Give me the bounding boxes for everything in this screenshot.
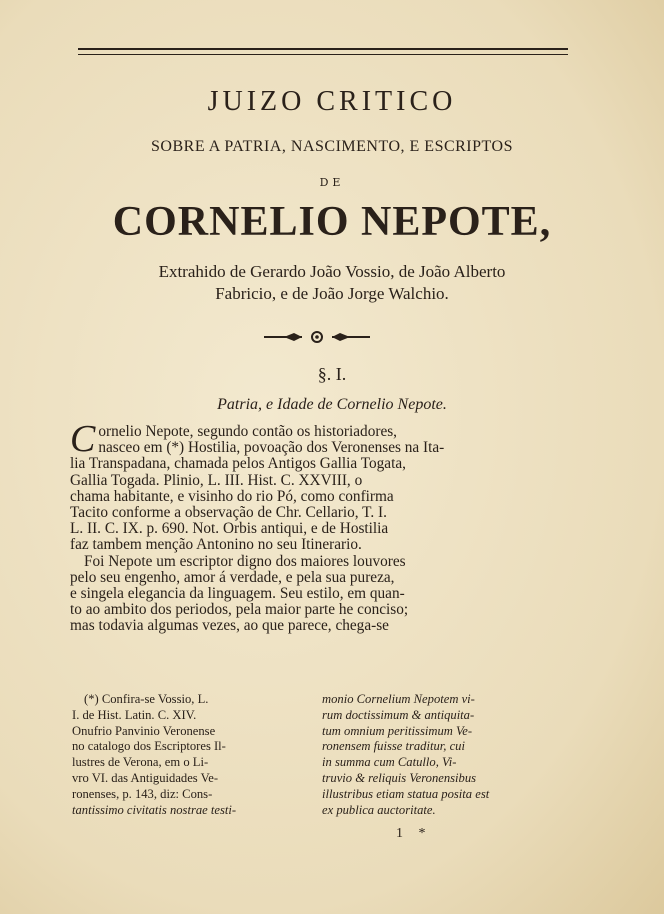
signature-mark: 1 * — [396, 826, 432, 841]
footnote-right-column — [322, 692, 572, 818]
source-line-1: Extrahido de Gerardo João Vossio, de João Alberto — [158, 262, 506, 281]
body-line: Tacito conforme a observação de Chr. Cellario, T. I. — [70, 503, 387, 521]
drop-cap: C — [70, 418, 96, 460]
body-line: ornelio Nepote, segundo contão os historiadores, — [98, 423, 398, 440]
footnote-line: tantissimo civitatis nostrae testi- — [72, 802, 237, 817]
footnote-line: monio Cornelium Nepotem vi- — [322, 692, 475, 706]
footnote-line: vro VI. das Antiguidades Ve- — [72, 770, 219, 785]
footnote-line: lustres de Verona, em o Li- — [72, 755, 209, 770]
body-line: pelo seu engenho, amor á verdade, e pela sua pureza, — [70, 568, 395, 586]
author-name: CORNELIO NEPOTE, — [112, 199, 552, 245]
body-line: chama habitante, e visinho do rio Pó, como confirma — [70, 487, 394, 505]
body-line: lia Transpadana, chamada pelos Antigos Gallia Togata, — [70, 455, 406, 473]
body-line: Gallia Togada. Plinio, L. III. Hist. C. XXVIII, o — [70, 471, 363, 489]
footnote-line: illustribus etiam statua posita est — [322, 786, 490, 801]
body-line: Foi Nepote um escriptor digno dos maiores louvores — [84, 552, 406, 570]
footnote-line: tum omnium peritissimum Ve- — [322, 723, 473, 738]
body-text — [70, 418, 570, 635]
title-connector: DE — [319, 176, 345, 189]
footnote-line: rum doctissimum & antiquita- — [322, 707, 475, 722]
top-double-rule — [78, 48, 568, 55]
footnote-line: Onufrio Panvinio Veronense — [72, 723, 216, 738]
body-line: faz tambem menção Antonino no seu Itinerario. — [70, 536, 362, 554]
footnote-line: (*) Confira-se Vossio, L. — [84, 692, 209, 706]
ornament-divider-icon — [262, 330, 372, 344]
body-line: to ao ambito dos periodos, pela maior parte he conciso; — [70, 601, 409, 619]
footnote-line: truvio & reliquis Veronensibus — [322, 770, 477, 785]
body-line: mas todavia algumas vezes, ao que parece, chega-se — [70, 617, 389, 635]
footnote-line: in summa cum Catullo, Vi- — [322, 755, 457, 770]
body-line: nasceo em (*) Hostilia, povoação dos Veronenses na Ita- — [98, 439, 445, 457]
footnote-line: ex publica auctoritate. — [322, 802, 436, 817]
body-line: L. II. C. IX. p. 690. Not. Orbis antiqui, e de Hostilia — [70, 520, 389, 538]
footnote-line: ronenses, p. 143, diz: Cons- — [72, 786, 213, 801]
footnote-left-column — [72, 692, 312, 818]
footnote-line: I. de Hist. Latin. C. XIV. — [72, 707, 197, 722]
page-title: JUIZO CRITICO — [207, 86, 457, 117]
footnote-line: ronensem fuisse traditur, cui — [322, 739, 465, 754]
section-heading: Patria, e Idade de Cornelio Nepote. — [217, 396, 447, 413]
body-line: e singela elegancia da linguagem. Seu estilo, em quan- — [70, 584, 405, 602]
footnote-line: no catalogo dos Escriptores Il- — [72, 739, 226, 754]
page-subtitle: SOBRE A PATRIA, NASCIMENTO, E ESCRIPTOS — [151, 138, 513, 155]
source-line-2: Fabricio, e de João Jorge Walchio. — [215, 284, 449, 303]
section-number: §. I. — [317, 364, 347, 384]
